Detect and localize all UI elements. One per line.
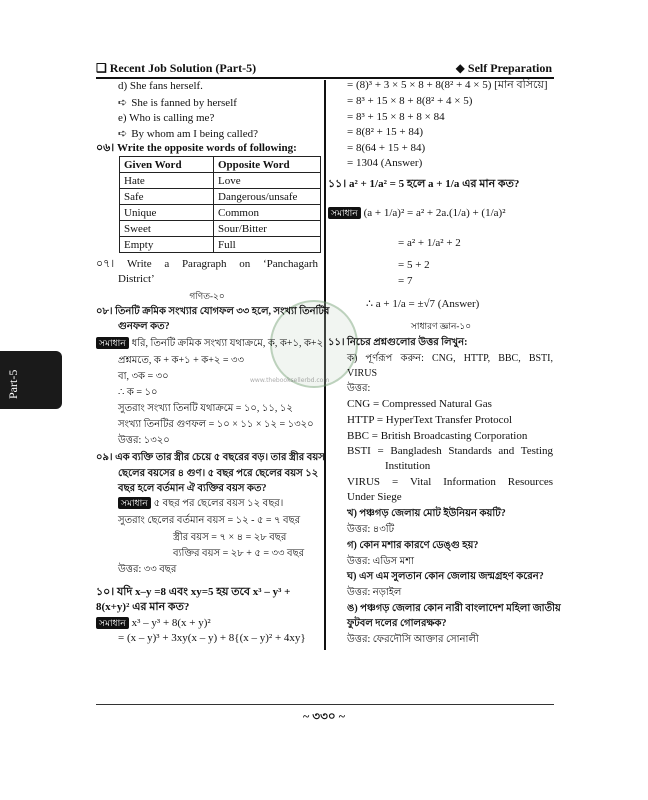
solution-line: = 7	[398, 275, 413, 287]
solution-line: ∴ ক = ১০	[118, 387, 158, 398]
answer-line	[118, 127, 258, 141]
solution-line: = 8³ + 15 × 8 + 8 × 84	[347, 111, 445, 123]
footer-rule	[96, 704, 554, 705]
question-6: ০৬। Write the opposite words of following:	[96, 142, 297, 154]
answer-line: Under Siege	[347, 491, 402, 503]
header-right-title: ◆ Self Preparation	[455, 61, 552, 75]
header-left-title: ❑ Recent Job Solution (Part-5)	[96, 61, 257, 75]
question-8-line2: গুনফল কত?	[118, 321, 170, 332]
table-cell: Safe	[120, 189, 214, 205]
solution-line: স্ত্রীর বয়স = ৭ × ৪ = ২৮ বছর	[173, 532, 287, 543]
solution-text: x³ – y³ + 8(x + y)²	[131, 617, 211, 629]
table-row	[120, 221, 321, 237]
question-10-line2: 8(x+y)² এর মান কত?	[96, 601, 190, 613]
table-cell: Unique	[120, 205, 214, 221]
table-row	[120, 173, 321, 189]
solution-line: ∴ a + 1/a = ±√7 (Answer)	[366, 298, 480, 310]
solution-line: = (8)³ + 3 × 5 × 8 + 8(8² + 4 × 5) [মান বসিয়ে]	[347, 79, 548, 91]
table-row	[120, 237, 321, 253]
solution-line: সংখ্যা তিনটির গুণফল = ১০ × ১১ × ১২ = ১৩২০	[118, 419, 314, 430]
table-cell: Common	[214, 205, 321, 221]
table-cell: Dangerous/unsafe	[214, 189, 321, 205]
solution-line: সুতরাং সংখ্যা তিনটি যথাক্রমে = ১০, ১১, ১২	[118, 403, 293, 414]
watermark-text: www.thebooksellerbd.com	[250, 377, 330, 384]
answer-line: উত্তর: ১৩২০	[118, 435, 170, 446]
question-text: ফুটবল দলের গোলরক্ষক?	[347, 618, 447, 629]
solution-line: = 8³ + 15 × 8 + 8(8² + 4 × 5)	[347, 95, 473, 107]
table-cell: Love	[214, 173, 321, 189]
table-cell: Sour/Bitter	[214, 221, 321, 237]
solution-badge: সমাধান	[328, 207, 361, 219]
answer-line: Institution	[385, 460, 431, 472]
table-cell: Sweet	[120, 221, 214, 237]
solution-line: = a² + 1/a² + 2	[398, 237, 461, 249]
solution-line	[96, 337, 323, 350]
solution-line: = 8(64 + 15 + 84)	[347, 142, 426, 154]
solution-line	[96, 617, 211, 630]
answer-line: উত্তর: এডিস মশা	[347, 556, 415, 567]
answer-text: By whom am I being called?	[131, 128, 258, 140]
text-line: e) Who is calling me?	[118, 112, 215, 124]
answer-line: HTTP = HyperText Transfer Protocol	[347, 414, 513, 426]
opposite-words-table	[119, 156, 321, 253]
section-heading-math: গণিত-২০	[189, 291, 225, 301]
answer-line: উত্তর: ফেরদৌসি আক্তার সোনালী	[347, 634, 479, 645]
table-cell: Full	[214, 237, 321, 253]
answer-line	[118, 96, 237, 110]
question-7-line2: District’	[118, 273, 155, 285]
solution-line: সুতরাং ছেলের বর্তমান বয়স = ১২ - ৫ = ৭ বছর	[118, 515, 301, 526]
solution-text: ৫ বছর পর ছেলের বয়স ১২ বছর।	[153, 498, 284, 509]
page-number: ~ ৩৩০ ~	[303, 709, 345, 723]
solution-line	[118, 497, 283, 510]
table-header-cell: Opposite Word	[214, 157, 321, 173]
answer-line: উত্তর: ৩৩ বছর	[118, 564, 177, 575]
question-9-line1: ০৯। এক ব্যক্তি তার স্ত্রীর চেয়ে ৫ বছরের বড়। তার স্ত্রীর বয়স	[96, 452, 325, 463]
question-10-line1: ১০। যদি x–y =8 এবং xy=5 হয় তবে x³ – y³ +	[96, 586, 291, 598]
solution-line: বা, ৩ক = ৩০	[118, 371, 169, 382]
question-11b: ১১। নিচের প্রশ্নগুলোর উত্তর লিখুন:	[328, 337, 468, 348]
question-text: খ) পঞ্চগড় জেলায় মোট ইউনিয়ন কয়টি?	[347, 508, 506, 519]
pointing-hand-icon: ➪	[118, 96, 128, 109]
answer-line: VIRUS = Vital Information Resources	[347, 476, 553, 488]
question-8-line1: ০৮। তিনটি ক্রমিক সংখ্যার যোগফল ৩৩ হলে, সংখ্যা তিনটির	[96, 306, 330, 317]
side-tab-label: Part-5	[6, 369, 20, 399]
question-9-line2: ছেলের বয়সের ৪ গুণ। ৫ বছর পরে ছেলের বয়স ১২	[118, 468, 319, 479]
question-9-line3: বছর হলে বর্তমান ঐ ব্যক্তির বয়স কত?	[118, 483, 267, 494]
answer-line: CNG = Compressed Natural Gas	[347, 398, 492, 410]
question-text: ঙ) পঞ্চগড় জেলার কোন নারী বাংলাদেশ মহিলা জাতীয়	[347, 603, 561, 614]
question-text: গ) কোন মশার কারণে ডেঙ্গু হয়?	[347, 540, 479, 551]
table-header-row	[120, 157, 321, 173]
table-cell: Hate	[120, 173, 214, 189]
question-text: ঘ) এস এম সুলতান কোন জেলায় জন্মগ্রহণ করেন?	[347, 571, 544, 582]
solution-line: = 1304 (Answer)	[347, 157, 423, 169]
question-7-line1: ০৭। Write a Paragraph on ‘Panchagarh	[96, 258, 318, 270]
question-text: VIRUS	[347, 368, 378, 379]
solution-line: = (x – y)³ + 3xy(x – y) + 8{(x – y)² + 4xy}	[118, 632, 306, 644]
section-heading-gk: সাধারণ জ্ঞান-১০	[410, 321, 472, 331]
page-header	[96, 61, 552, 77]
solution-badge: সমাধান	[96, 617, 129, 629]
table-row	[120, 205, 321, 221]
solution-text: ধরি, তিনটি ক্রমিক সংখ্যা যথাক্রমে, ক, ক+১, ক+২	[131, 338, 324, 349]
solution-line	[328, 207, 506, 220]
solution-badge: সমাধান	[118, 497, 151, 509]
solution-text: (a + 1/a)² = a² + 2a.(1/a) + (1/a)²	[363, 207, 506, 219]
table-row	[120, 189, 321, 205]
question-text: ক) পূর্ণরূপ করুন: CNG, HTTP, BBC, BSTI,	[347, 353, 553, 364]
solution-badge: সমাধান	[96, 337, 129, 349]
solution-line: প্রশ্নমতে, ক + ক+১ + ক+২ = ৩৩	[118, 355, 245, 366]
table-cell: Empty	[120, 237, 214, 253]
text-line: d) She fans herself.	[118, 80, 203, 92]
solution-line: = 8(8² + 15 + 84)	[347, 126, 423, 138]
solution-line: ব্যক্তির বয়স = ২৮ + ৫ = ৩৩ বছর	[173, 548, 305, 559]
answer-line: BSTI = Bangladesh Standards and Testing	[347, 445, 553, 457]
answer-text: She is fanned by herself	[131, 97, 237, 109]
answer-label: উত্তর:	[347, 383, 371, 394]
answer-line: উত্তর: ৪৩টি	[347, 524, 395, 535]
side-tab	[0, 351, 62, 409]
solution-line: = 5 + 2	[398, 259, 430, 271]
answer-line: BBC = British Broadcasting Corporation	[347, 430, 528, 442]
answer-line: উত্তর: নড়াইল	[347, 587, 402, 598]
question-11: ১১। a² + 1/a² = 5 হলে a + 1/a এর মান কত?	[328, 178, 520, 190]
table-header-cell: Given Word	[120, 157, 214, 173]
pointing-hand-icon: ➪	[118, 127, 128, 140]
